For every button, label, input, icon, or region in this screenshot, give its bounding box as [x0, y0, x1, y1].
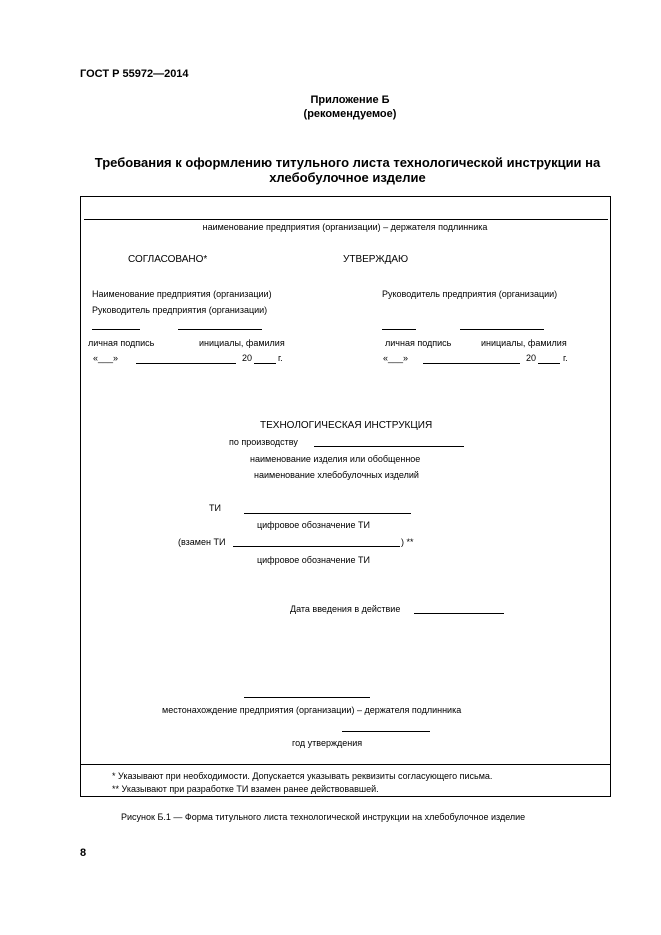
production-label: по производству [229, 437, 298, 447]
left-date-month-line [136, 363, 236, 364]
left-sig-caption: личная подпись [88, 338, 155, 348]
left-date-open: «___» [93, 353, 119, 363]
ti-title: ТЕХНОЛОГИЧЕСКАЯ ИНСТРУКЦИЯ [260, 420, 433, 431]
left-name-caption: инициалы, фамилия [199, 338, 285, 348]
ti-label: ТИ [209, 503, 221, 513]
left-year-suffix: г. [278, 353, 283, 363]
ti-code-line [244, 513, 411, 514]
year-line [342, 731, 430, 732]
right-sig-caption: личная подпись [385, 338, 452, 348]
effective-date-label: Дата введения в действие [290, 604, 401, 614]
left-signature-line [92, 329, 140, 330]
replace-close: ) ** [401, 537, 414, 547]
holder-line [84, 219, 608, 220]
left-year-prefix: 20 [242, 353, 253, 363]
figure-caption: Рисунок Б.1 — Форма титульного листа технологической инструкции на хлебобулочное изделие [121, 812, 526, 822]
left-head: Руководитель предприятия (организации) [92, 305, 268, 315]
ti-code-caption: цифровое обозначение ТИ [257, 520, 370, 530]
right-date-month-line [423, 363, 520, 364]
agreed-label: СОГЛАСОВАНО* [128, 254, 208, 265]
approve-label: УТВЕРЖДАЮ [343, 254, 409, 265]
left-name-line [178, 329, 262, 330]
left-org-name: Наименование предприятия (организации) [92, 289, 272, 299]
product-caption-2: наименование хлебобулочных изделий [254, 470, 419, 480]
right-year-suffix: г. [563, 353, 568, 363]
appendix-title: Приложение Б [310, 94, 390, 106]
location-caption: местонахождение предприятия (организации) – держателя подлинника [162, 705, 462, 715]
section-title-line1: Требования к оформлению титульного листа технологической инструкции на [94, 155, 601, 170]
right-signature-line [382, 329, 416, 330]
doc-code: ГОСТ Р 55972—2014 [80, 68, 189, 80]
section-title-line2: хлебобулочное изделие [269, 170, 426, 185]
right-year-prefix: 20 [526, 353, 537, 363]
right-name-caption: инициалы, фамилия [481, 338, 567, 348]
year-caption: год утверждения [292, 738, 363, 748]
holder-caption: наименование предприятия (организации) – держателя подлинника [202, 222, 488, 232]
production-line [314, 446, 464, 447]
notes-separator [80, 764, 610, 765]
note-2: ** Указывают при разработке ТИ взамен ранее действовавшей. [112, 784, 379, 794]
right-name-line [460, 329, 544, 330]
product-caption-1: наименование изделия или обобщенное [250, 454, 421, 464]
location-line [244, 697, 370, 698]
appendix-subtitle: (рекомендуемое) [303, 108, 397, 120]
effective-date-line [414, 613, 504, 614]
right-head: Руководитель предприятия (организации) [382, 289, 558, 299]
replace-code-caption: цифровое обозначение ТИ [257, 555, 370, 565]
right-date-open: «___» [383, 353, 409, 363]
page-number: 8 [80, 847, 87, 859]
replace-label: (взамен ТИ [178, 537, 226, 547]
replace-code-line [233, 546, 400, 547]
left-year-line [254, 363, 276, 364]
right-year-line [538, 363, 560, 364]
note-1: * Указывают при необходимости. Допускается указывать реквизиты согласующего письма. [112, 771, 493, 781]
